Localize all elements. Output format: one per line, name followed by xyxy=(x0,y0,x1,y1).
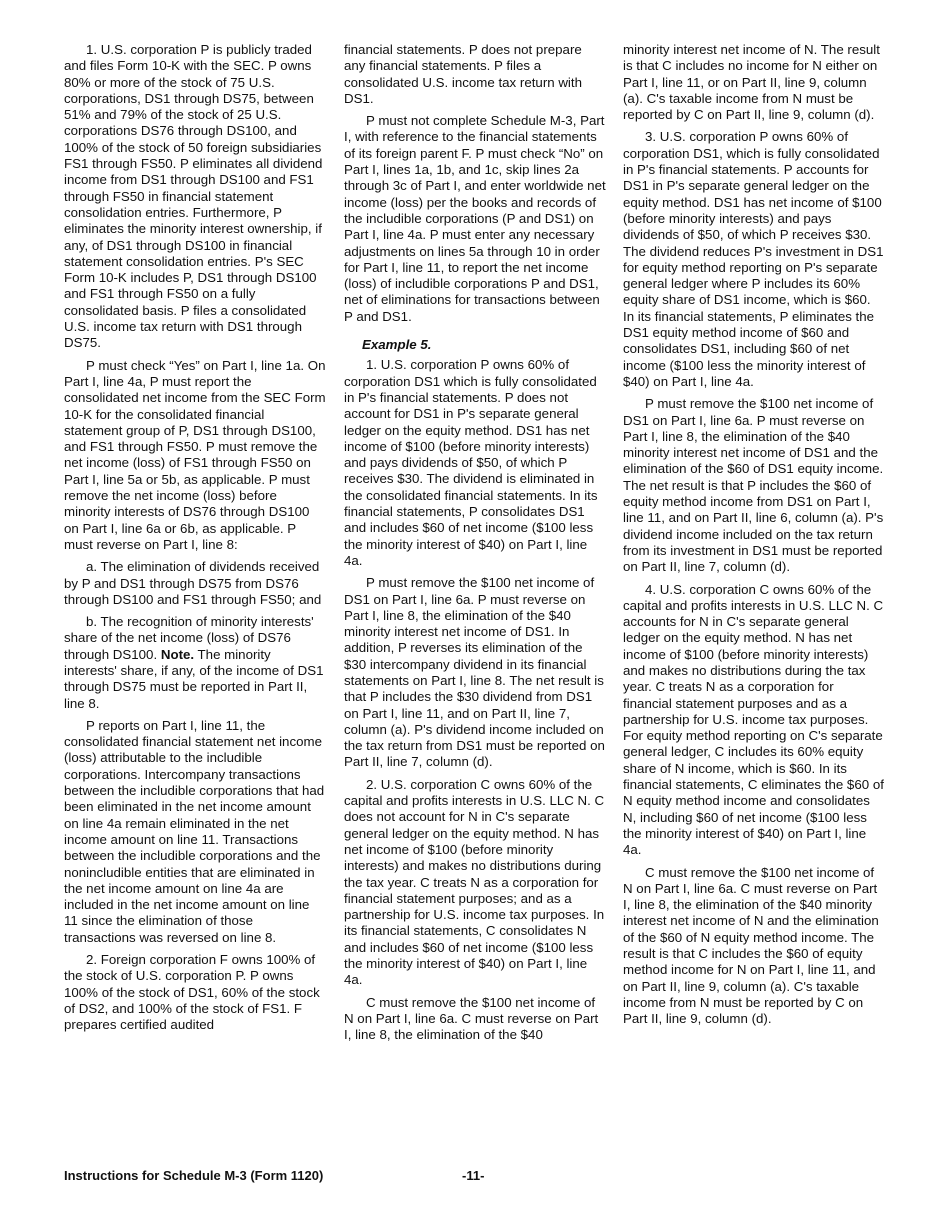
paragraph: C must remove the $100 net income of N on Part I, line 6a. C must reverse on Part I, line 8, the elimination of the $40 minority interest net income of N and the elimination of the $60 of N equity method income. The result is that C includes the $60 of equity method income for N on Part I, line 11, and on Part II, line 9, column (a). C's taxable income from N must be reported by C on Part II, line 9, column (d). xyxy=(623,864,879,1027)
paragraph: P must remove the $100 net income of DS1 on Part I, line 6a. P must reverse on Part I, line 8, the elimination of the $40 minority interest net income of DS1. In addition, P reverses its elimination of the $30 intercompany dividend in its financial statements on Part I, line 8. The net result is that P includes the $30 dividend from DS1 on Part I, line 11, and on Part II, line 7, column (a). P's dividend income included on the tax return from DS1 must be reported on Part II, line 7, column (d). xyxy=(344,575,605,770)
paragraph: C must remove the $100 net income of N on Part I, line 6a. C must reverse on Part I, line 8, the elimination of the $40 xyxy=(344,994,599,1043)
paragraph: minority interest net income of N. The result is that C includes no income for N either on Part I, line 11, or on Part II, line 9, column (a). C's taxable income from N must be reported by C on Part II, line 9, column (d). xyxy=(623,42,880,123)
paragraph: 1. U.S. corporation P owns 60% of corporation DS1 which is fully consolidated in P's financial statements. P does not account for DS1 in P's separate general ledger on the equity method. DS1 has net income of $100 (before minority interests) and pays dividends of $50, of which P receives $30. The dividend is eliminated in the consolidated financial statements. In its financial statements, P consolidates DS1 and includes $60 of net income ($100 less the minority interest of $40) on Part I, line 4a. xyxy=(344,357,598,568)
paragraph: 2. Foreign corporation F owns 100% of the stock of U.S. corporation P. P owns 100% of the stock of DS1, 60% of the stock of DS2, and 100% of the stock of FS1. F prepares certified audited xyxy=(64,952,320,1033)
page-footer xyxy=(64,1168,886,1186)
text-column-1 xyxy=(64,42,326,1040)
example-heading: Example 5. xyxy=(362,337,432,353)
paragraph: P must remove the $100 net income of DS1 on Part I, line 6a. P must reverse on Part I, line 8, the elimination of the $40 minority interest net income of DS1 and the elimination of the $60 of DS1 equity income. The net result is that P includes the $60 of equity method income from DS1 on Part I, line 11, and on Part II, line 6, column (a). P's dividend income included on the tax return from its investment in DS1 must be reported on Part II, line 7, column (d). xyxy=(623,396,884,575)
paragraph: 2. U.S. corporation C owns 60% of the capital and profits interests in U.S. LLC N. C does not account for N in C's separate general ledger on the equity method. N has net income of $100 (before minority interests) and makes no distributions during the tax year. C treats N as a corporation for financial statement purposes; and as a partnership for U.S. income tax purposes. In its financial statements, C consolidates N and includes $60 of net income ($100 less the minority interest of $40) on Part I, line 4a. xyxy=(344,776,605,988)
paragraph: P reports on Part I, line 11, the consolidated financial statement net income (loss) attributable to the includible corporations. Intercompany transactions between the includible corporations that had been eliminated in the net income amount on line 4a remain eliminated in the net income amount on line 11. Transactions between the includible corporations and the nonincludible entities that are eliminated in the net income amount on line 4a are included in the net income amount on line 11 since the elimination of those transactions was reversed on line 8. xyxy=(64,717,325,945)
footer-title: Instructions for Schedule M-3 (Form 1120) xyxy=(64,1168,324,1183)
paragraph: P must not complete Schedule M-3, Part I, with reference to the financial statements of its foreign parent F. P must check “No” on Part I, lines 1a, 1b, and 1c, skip lines 2a through 3c of Part I, and enter worldwide net income (loss) per the books and records of the includible corporations (P and DS1) on Part I, line 4a. P must enter any necessary adjustments on lines 5a through 10 in order for Part I, line 11, to report the net income (loss) of includible corporations P and DS1, net of eliminations for transactions between P and DS1. xyxy=(344,113,606,324)
page-number: -11- xyxy=(462,1168,485,1183)
paragraph-text: The minority interests' share, if any, of the income of DS1 through DS75 must be reported in Part II, line 8. xyxy=(64,646,324,711)
paragraph: P must check “Yes” on Part I, line 1a. On Part I, line 4a, P must report the consolidated net income from the SEC Form 10-K for the consolidated financial statement group of P, DS1 through DS100, and FS1 through FS50. P must remove the net income (loss) of FS1 through FS50 on Part I, line 5a or 5b, as applicable. P must remove the net income (loss) before minority interests of DS76 through DS100 on Part I, line 6a or 6b, as applicable. P must reverse on Part I, line 8: xyxy=(64,357,326,552)
paragraph: 3. U.S. corporation P owns 60% of corporation DS1, which is fully consolidated in P's financial statements. P accounts for DS1 in P's separate general ledger on the equity method. DS1 has net income of $100 (before minority interests) and pays dividends of $50, of which P receives $30. The dividend reduces P's investment in DS1 for equity method reporting on P's separate general ledger where P includes its 60% equity share of DS1 income, which is $60. In its financial statements, P eliminates the DS1 equity method income of $60 and consolidates DS1, including $60 of net income ($100 less the minority interest of $40) on Part I, line 4a. xyxy=(623,129,884,389)
paragraph-text: b. The recognition of minority interests' share of the net income (loss) of DS76 through DS100. xyxy=(64,614,314,662)
text-column-2 xyxy=(344,42,606,1050)
paragraph: a. The elimination of dividends received by P and DS1 through DS75 from DS76 through DS100 and FS1 through FS50; and xyxy=(64,559,322,607)
paragraph: financial statements. P does not prepare any financial statements. P files a consolidated U.S. income tax return with DS1. xyxy=(344,42,582,106)
note-label: Note. xyxy=(160,646,195,662)
text-column-3 xyxy=(623,42,885,1034)
paragraph: 4. U.S. corporation C owns 60% of the capital and profits interests in U.S. LLC N. C accounts for N in C's separate general ledger on the equity method. N has net income of $100 (before minority interests) and makes no distributions during the tax year. C treats N as a corporation for financial statement purposes and as a partnership for U.S. income tax purposes. For equity method reporting on C's separate general ledger, C includes its 60% equity share of N income, which is $60. In its financial statements, C eliminates the $60 of N equity method income and consolidates N, including $60 of net income ($100 less the minority interest of $40) on Part I, line 4a. xyxy=(623,581,884,858)
paragraph xyxy=(64,614,326,712)
paragraph: 1. U.S. corporation P is publicly traded and files Form 10-K with the SEC. P owns 80% or more of the stock of 75 U.S. corporations, DS1 through DS75, between 51% and 79% of the stock of 25 U.S. corporations DS76 through DS100, and 100% of the stock of 50 foreign subsidiaries FS1 through FS50. P eliminates all dividend income from DS1 through DS100 and FS1 through FS50 in financial statement consolidation entries. Furthermore, P eliminates the minority interest ownership, if any, of DS1 through DS100 in financial statement consolidation entries. P's SEC Form 10-K includes P, DS1 through DS100 and FS1 through FS50 on a fully consolidated basis. P files a consolidated U.S. income tax return with DS1 through DS75. xyxy=(64,42,323,351)
